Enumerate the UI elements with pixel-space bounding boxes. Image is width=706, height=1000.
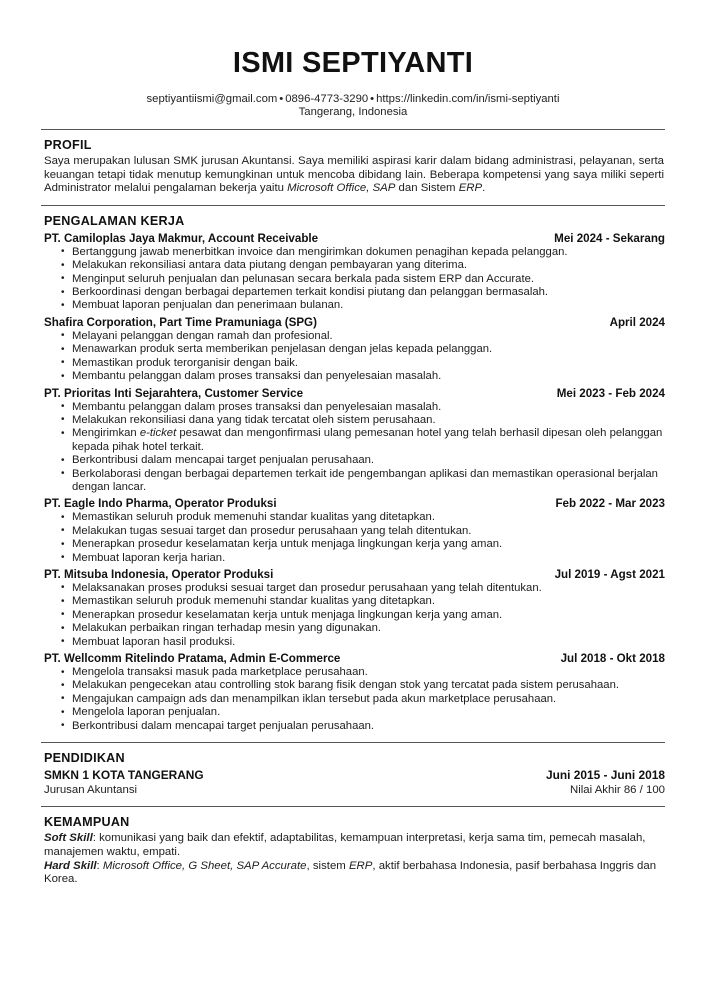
hard-skill-mid-1: , sistem — [306, 859, 349, 872]
education-school: SMKN 1 KOTA TANGERANG — [44, 768, 204, 783]
divider-after-experience — [41, 742, 665, 743]
experience-entry — [41, 386, 665, 495]
hard-skill-mid-2: , aktif berbahasa Indonesia, pasif berbahasa Inggris dan Korea. — [44, 859, 657, 886]
experience-entry — [41, 496, 665, 565]
soft-skill-label: Soft Skill — [44, 832, 93, 845]
phone-text: 0896-4773-3290 — [285, 92, 369, 105]
candidate-name: ISMI SEPTIYANTI — [232, 47, 474, 79]
bullet-item: • Menerapkan prosedur keselamatan kerja untuk menjaga lingkungan kerja yang aman. — [60, 609, 665, 622]
experience-org: PT. Wellcomm Ritelindo Pratama, Admin E-Commerce — [44, 652, 341, 666]
education-major: Jurusan Akuntansi — [44, 784, 138, 797]
bullet-item: • Berkontribusi dalam mencapai target penjualan perusahaan. — [60, 720, 665, 733]
education-secondary-row — [44, 783, 665, 797]
bullet-item: • Membantu pelanggan dalam proses transaksi dan penyelesaian masalah. — [60, 370, 665, 383]
experience-bullets — [41, 246, 665, 313]
education-period: Juni 2015 - Juni 2018 — [546, 768, 665, 783]
experience-entry-header — [44, 651, 665, 666]
experience-period: Jul 2018 - Okt 2018 — [560, 652, 665, 666]
experience-period: April 2024 — [609, 315, 665, 329]
section-title-profil: PROFIL — [44, 138, 92, 153]
education-grade: Nilai Akhir 86 / 100 — [570, 784, 665, 797]
bullet-item: • Membuat laporan penjualan dan penerimaan bulanan. — [60, 299, 665, 312]
hard-skill-line — [44, 860, 665, 888]
section-title-skills: KEMAMPUAN — [44, 815, 130, 830]
divider-after-header — [41, 129, 665, 130]
bullet-item: • Melayani pelanggan dengan ramah dan profesional. — [60, 330, 665, 343]
section-title-education: PENDIDIKAN — [44, 751, 125, 766]
bullet-item: • Menerapkan prosedur keselamatan kerja untuk menjaga lingkungan kerja yang aman. — [60, 538, 665, 551]
contact-separator-1: • — [279, 92, 284, 105]
experience-bullets — [41, 582, 665, 649]
soft-skill-line — [44, 832, 665, 860]
bullet-item: • Melakukan tugas sesuai target dan prosedur perusahaan yang telah ditentukan. — [60, 525, 665, 538]
hard-skill-separator: : — [96, 859, 103, 872]
divider-after-education — [41, 806, 665, 807]
experience-period: Mei 2023 - Feb 2024 — [556, 386, 665, 400]
bullet-item: • Melakukan rekonsiliasi antara data piutang dengan pembayaran yang diterima. — [60, 259, 665, 272]
section-title-experience: PENGALAMAN KERJA — [44, 213, 185, 228]
experience-entry — [41, 231, 665, 313]
experience-bullets — [41, 666, 665, 733]
experience-bullets — [41, 511, 665, 565]
divider-after-profil — [41, 205, 665, 206]
bullet-item: • Menawarkan produk serta memberikan penjelasan dengan jelas kepada pelanggan. — [60, 343, 665, 356]
soft-skill-text: komunikasi yang baik dan efektif, adaptabilitas, kemampuan interpretasi, kerja sama tim, pemecah masalah, manajemen waktu, empati. — [44, 832, 646, 858]
experience-entry-header — [44, 386, 665, 401]
education-primary-row — [44, 768, 665, 783]
experience-org: PT. Mitsuba Indonesia, Operator Produksi — [44, 567, 274, 581]
bullet-item: • Berkoordinasi dengan berbagai departemen terkait kondisi piutang dan pelanggan bermasalah. — [60, 286, 665, 299]
bullet-item: • Berkolaborasi dengan berbagai departemen terkait ide pengembangan aplikasi dan memastikan operasional berjalan dengan lancar. — [60, 468, 665, 495]
bullet-item: • Melaksanakan proses produksi sesuai target dan prosedur perusahaan yang telah ditentukan. — [60, 582, 665, 595]
bullet-item: • Mengelola laporan penjualan. — [60, 706, 665, 719]
bullet-item: • Melakukan pengecekan atau controlling stok barang fisik dengan stok yang tercatat pada sistem perusahaan. — [60, 679, 665, 692]
bullet-item: • Mengelola transaksi masuk pada marketplace perusahaan. — [60, 666, 665, 679]
experience-bullets — [41, 330, 665, 384]
profil-italic-2: ERP — [458, 182, 483, 195]
bullet-item: • Memastikan seluruh produk memenuhi standar kualitas yang ditetapkan. — [60, 595, 665, 608]
bullet-item: • Bertanggung jawab menerbitkan invoice dan mengirimkan dokumen penagihan kepada pelanggan. — [60, 246, 665, 259]
experience-period: Mei 2024 - Sekarang — [554, 231, 665, 245]
bullet-item: • Mengirimkan e-ticket pesawat dan mengonfirmasi ulang pemesanan hotel yang telah berhasil dipesan oleh pelanggan kepada pihak hotel terkait. — [60, 427, 665, 454]
bullet-item: • Mengajukan campaign ads dan menampilkan iklan tersebut pada akun marketplace perusahaan. — [60, 693, 665, 706]
hard-skill-label: Hard Skill — [44, 859, 97, 872]
profil-text-1: Saya merupakan lulusan SMK jurusan Akuntansi. Saya memiliki aspirasi karir dalam bidang administrasi, pelayanan, serta keuangan tetapi tidak menutup kemungkinan untuk mencoba dibidang lain. Beberapa kompetensi yang saya miliki seperti Administrator melalui pengalaman bekerja yaitu — [44, 155, 664, 195]
experience-entry-header — [44, 231, 665, 246]
soft-skill-separator: : — [92, 832, 100, 845]
hard-skill-italic-1: Microsoft Office, G Sheet, SAP Accurate — [102, 859, 307, 872]
eticket-italic: e-ticket — [139, 427, 177, 440]
profil-italic-1: Microsoft Office, SAP — [287, 182, 396, 195]
contact-separator-2: • — [370, 92, 375, 105]
section-education — [41, 751, 665, 797]
experience-entry-header — [44, 567, 665, 582]
bullet-item: • Membuat laporan kerja harian. — [60, 552, 665, 565]
profil-text-2: dan Sistem — [395, 182, 459, 195]
bullet-item: • Menginput seluruh penjualan dan pelunasan secara berkala pada sistem ERP dan Accurate. — [60, 273, 665, 286]
resume-header — [41, 0, 665, 120]
experience-entry-header — [44, 315, 665, 330]
experience-entry — [41, 567, 665, 649]
experience-org: Shafira Corporation, Part Time Pramuniaga (SPG) — [44, 315, 317, 329]
experience-bullets — [41, 401, 665, 495]
section-experience — [41, 214, 665, 733]
email-text: septiyantiismi@gmail.com — [146, 92, 278, 105]
hard-skill-italic-2: ERP — [348, 859, 373, 872]
bullet-item: • Melakukan rekonsiliasi dana yang tidak tercatat oleh sistem perusahaan. — [60, 414, 665, 427]
profil-text-3: . — [482, 182, 486, 195]
location-text: Tangerang, Indonesia — [298, 106, 408, 119]
section-skills — [41, 815, 665, 887]
bullet-item: • Berkontribusi dalam mencapai target penjualan perusahaan. — [60, 454, 665, 467]
profil-paragraph — [44, 155, 665, 196]
contact-line-primary — [41, 93, 665, 107]
experience-org: PT. Camiloplas Jaya Makmur, Account Receivable — [44, 231, 319, 245]
experience-period: Feb 2022 - Mar 2023 — [555, 497, 665, 511]
experience-org: PT. Eagle Indo Pharma, Operator Produksi — [44, 497, 277, 511]
bullet-item: • Memastikan produk terorganisir dengan baik. — [60, 357, 665, 370]
experience-entry — [41, 651, 665, 733]
bullet-item: • Memastikan seluruh produk memenuhi standar kualitas yang ditetapkan. — [60, 511, 665, 524]
bullet-item: • Membantu pelanggan dalam proses transaksi dan penyelesaian masalah. — [60, 401, 665, 414]
experience-period: Jul 2019 - Agst 2021 — [554, 567, 665, 581]
linkedin-text: https://linkedin.com/in/ismi-septiyanti — [376, 92, 560, 105]
section-profil — [41, 138, 665, 196]
experience-entry — [41, 315, 665, 384]
bullet-item: • Melakukan perbaikan ringan terhadap mesin yang digunakan. — [60, 622, 665, 635]
experience-org: PT. Prioritas Inti Sejarahtera, Customer Service — [44, 386, 304, 400]
bullet-item: • Membuat laporan hasil produksi. — [60, 636, 665, 649]
experience-entry-header — [44, 496, 665, 511]
